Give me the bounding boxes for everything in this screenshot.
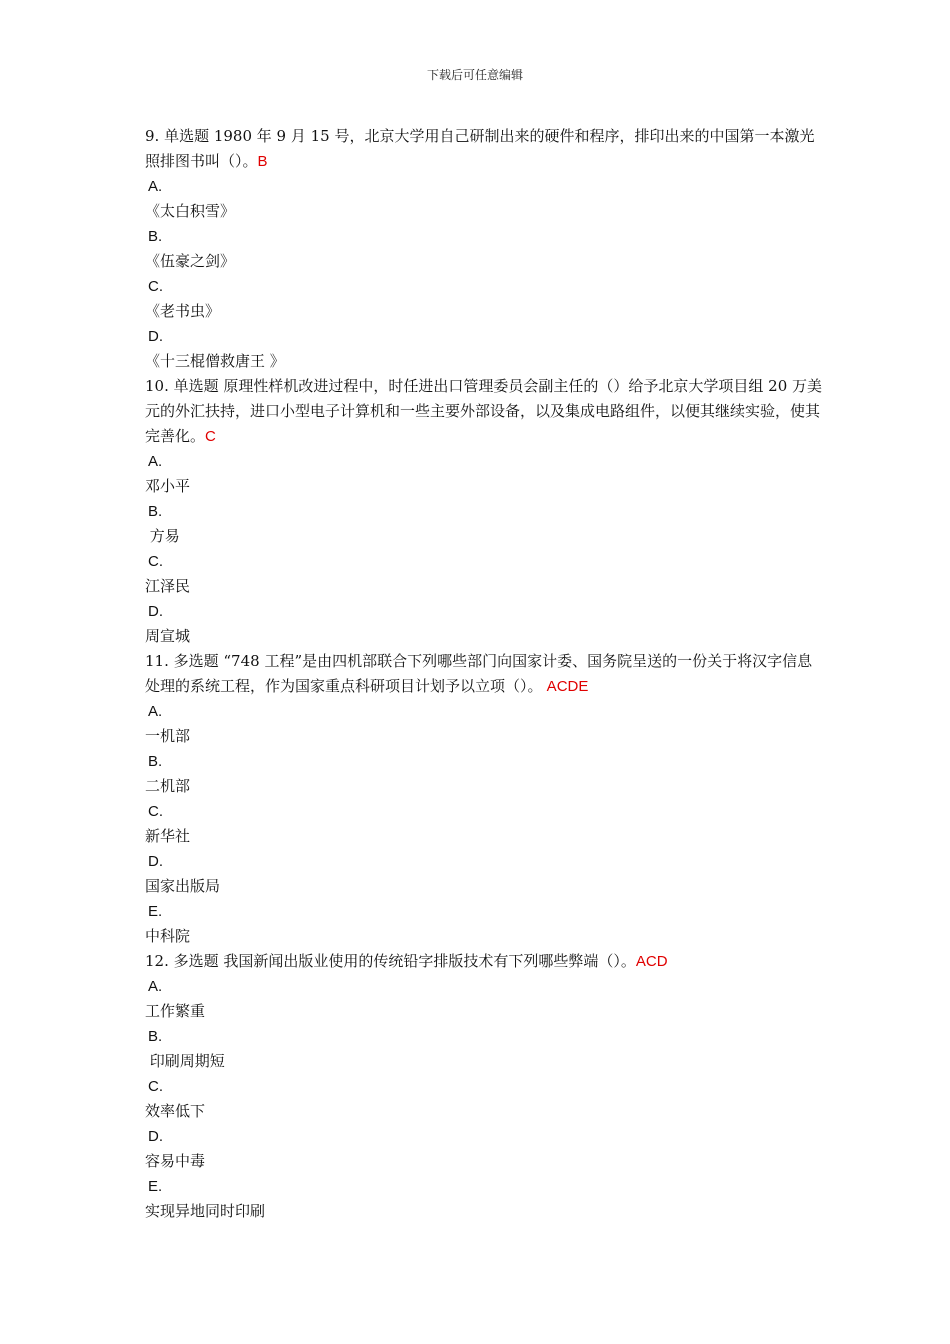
option-text: 《老书虫》 bbox=[145, 302, 221, 320]
option-text: 江泽民 bbox=[145, 577, 191, 595]
option-text: 邓小平 bbox=[145, 477, 191, 495]
option-letter: B. bbox=[148, 228, 163, 245]
option-letter: D. bbox=[148, 603, 163, 620]
page-header: 下载后可任意编辑 bbox=[426, 68, 523, 82]
question-11 bbox=[145, 649, 825, 949]
option-letter: B. bbox=[148, 753, 163, 770]
option-letter: A. bbox=[148, 178, 163, 195]
option-text: 印刷周期短 bbox=[145, 1052, 225, 1070]
option-letter: C. bbox=[148, 803, 163, 820]
option-text: 中科院 bbox=[145, 927, 191, 945]
option-text: 新华社 bbox=[145, 827, 191, 845]
option-text: 方易 bbox=[145, 527, 180, 545]
answer-key: ACDE bbox=[542, 678, 589, 695]
question-9 bbox=[145, 124, 825, 374]
option-letter: A. bbox=[148, 703, 163, 720]
answer-key: B bbox=[257, 153, 268, 170]
option-text: 一机部 bbox=[145, 727, 191, 745]
question-stem: 10. 单选题 原理性样机改进过程中，时任进出口管理委员会副主任的（）给予北京大学项目组 20 万美元的外汇扶持，进口小型电子计算机和一些主要外部设备，以及集成电路组件，以便其继续实验，使其完善化。 bbox=[145, 377, 823, 445]
option-letter: B. bbox=[148, 503, 163, 520]
question-text bbox=[145, 374, 825, 449]
option-letter: C. bbox=[148, 553, 163, 570]
option-letter: E. bbox=[148, 903, 163, 920]
question-stem: 12. 多选题 我国新闻出版业使用的传统铅字排版技术有下列哪些弊端（）。 bbox=[145, 952, 636, 970]
option-letter: D. bbox=[148, 328, 163, 345]
answer-key: C bbox=[205, 428, 216, 445]
question-12 bbox=[145, 949, 825, 1224]
option-text: 周宣城 bbox=[145, 627, 191, 645]
question-stem: 11. 多选题 “748 工程”是由四机部联合下列哪些部门向国家计委、国务院呈送的一份关于将汉字信息处理的系统工程，作为国家重点科研项目计划予以立项（）。 bbox=[145, 652, 813, 695]
question-text bbox=[145, 949, 825, 974]
option-letter: A. bbox=[148, 978, 163, 995]
option-letter: D. bbox=[148, 853, 163, 870]
option-letter: A. bbox=[148, 453, 163, 470]
option-letter: E. bbox=[148, 1178, 163, 1195]
question-text bbox=[145, 124, 825, 174]
option-letter: B. bbox=[148, 1028, 163, 1045]
option-text: 实现异地同时印刷 bbox=[145, 1202, 266, 1220]
question-text bbox=[145, 649, 825, 699]
option-text: 容易中毒 bbox=[145, 1152, 206, 1170]
option-letter: C. bbox=[148, 1078, 163, 1095]
question-10 bbox=[145, 374, 825, 649]
question-stem: 9. 单选题 1980 年 9 月 15 号，北京大学用自己研制出来的硬件和程序，排印出来的中国第一本激光照排图书叫（）。 bbox=[145, 127, 815, 170]
option-text: 《伍豪之剑》 bbox=[145, 252, 236, 270]
option-text: 工作繁重 bbox=[145, 1002, 206, 1020]
option-letter: D. bbox=[148, 1128, 163, 1145]
option-text: 二机部 bbox=[145, 777, 191, 795]
option-letter: C. bbox=[148, 278, 163, 295]
answer-key: ACD bbox=[635, 953, 668, 970]
question-list bbox=[145, 124, 825, 1224]
option-text: 国家出版局 bbox=[145, 877, 221, 895]
option-text: 《十三棍僧救唐王 》 bbox=[145, 352, 285, 370]
option-text: 《太白积雪》 bbox=[145, 202, 236, 220]
option-text: 效率低下 bbox=[145, 1102, 206, 1120]
